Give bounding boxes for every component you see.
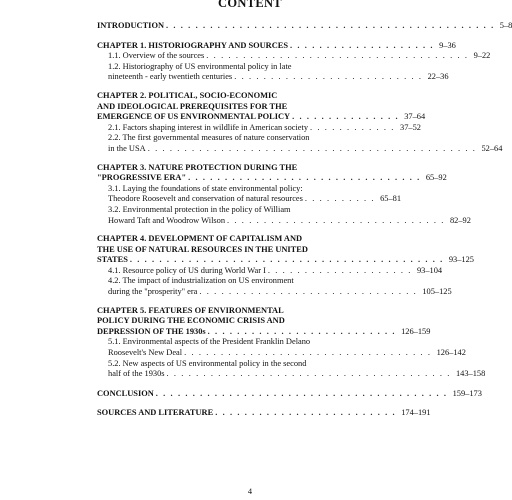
entry-title: nineteenth - early twentieth centuries — [108, 72, 233, 82]
toc-entry-conclusion[interactable] — [97, 388, 482, 400]
entry-title: 4.1. Resource policy of US during World War I — [108, 265, 266, 275]
entry-page: 105–125 — [422, 287, 452, 297]
entry-title: 1.1. Overview of the sources — [108, 51, 205, 61]
toc-entry-chapter-4[interactable] — [97, 234, 474, 266]
dot-leader: . . . . . . . . . . . . . . . . . . . . . . . . . — [215, 408, 397, 418]
toc-entry-5-2[interactable] — [97, 358, 486, 380]
toc-entry-1-2[interactable] — [97, 61, 449, 83]
entry-page: 52–64 — [481, 143, 503, 153]
entry-title-line: 3.1. Laying the foundations of state environmental policy: — [108, 183, 303, 193]
entry-title: SOURCES AND LITERATURE — [97, 408, 214, 418]
entry-title-line: 4.2. The impact of industrialization on US environment — [108, 276, 294, 286]
entry-page: 5–8 — [499, 21, 512, 30]
toc-entry-chapter-1[interactable] — [97, 40, 456, 52]
toc-entry-2-1[interactable] — [97, 122, 421, 134]
entry-page: 22–36 — [427, 72, 449, 82]
entry-page: 126–142 — [436, 348, 466, 358]
entry-title: CHAPTER 1. HISTORIOGRAPHY AND SOURCES — [97, 40, 289, 50]
dot-leader: . . . . . . . . . . . . . . . . . . . . . . . . . . . . . . . . . . . . . . . . . . . — [129, 255, 444, 265]
toc-entry-chapter-5[interactable] — [97, 305, 431, 338]
entry-title: "PROGRESSIVE ERA" — [97, 173, 187, 183]
toc-entry-5-1[interactable] — [97, 337, 466, 358]
entry-title-line: 3.2. Environmental protection in the policy of William — [108, 204, 291, 214]
entry-title: Roosevelt's New Deal — [108, 348, 183, 358]
dot-leader: . . . . . . . . . . . . . . . . . . . . . . . . . . . . . . — [199, 287, 418, 297]
entry-page: 9–22 — [473, 51, 491, 61]
toc-entry-3-2[interactable] — [97, 204, 471, 226]
entry-page: 143–158 — [455, 369, 486, 379]
entry-title-line: CHAPTER 3. NATURE PROTECTION DURING THE — [97, 162, 298, 172]
dot-leader: . . . . . . . . . . . . . . . . . . . . — [267, 265, 412, 275]
entry-page: 65–81 — [380, 194, 402, 204]
entry-page: 82–92 — [449, 215, 471, 225]
entry-page: 37–64 — [404, 112, 426, 122]
dot-leader: . . . . . . . . . . — [304, 194, 376, 204]
entry-page: 65–92 — [425, 173, 447, 183]
entry-title: INTRODUCTION — [97, 21, 165, 30]
dot-leader: . . . . . . . . . . . . . . . . . . . . . . . . . . . . . . . . . . . . — [206, 51, 469, 61]
entry-title-line: 5.1. Environmental aspects of the President Franklin Delano — [108, 337, 311, 347]
entry-title-line: 1.2. Historiography of US environmental policy in late — [108, 61, 292, 71]
entry-title: Theodore Roosevelt and conservation of natural resources — [108, 194, 303, 204]
entry-title-line: AND IDEOLOGICAL PREREQUISITES FOR THE — [97, 101, 288, 111]
toc-entry-chapter-3[interactable] — [97, 162, 447, 184]
dot-leader: . . . . . . . . . . . . . . . . . . . . . . . . . . . . . . . . . . . . . . . . . . . . . — [166, 21, 495, 30]
entry-title: STATES — [97, 255, 128, 265]
entry-title-line: CHAPTER 2. POLITICAL, SOCIO-ECONOMIC — [97, 90, 278, 100]
entry-title: CONCLUSION — [97, 388, 154, 398]
toc-entry-chapter-2[interactable] — [97, 90, 426, 123]
entry-page: 174–191 — [401, 408, 431, 418]
page-title: CONTENT — [218, 0, 282, 10]
entry-title-line: POLICY DURING THE ECONOMIC CRISIS AND — [97, 316, 285, 326]
toc-entry-3-1[interactable] — [97, 183, 402, 205]
entry-page: 37–52 — [400, 122, 421, 132]
entry-title: during the "prosperity" era — [108, 287, 198, 297]
dot-leader: . . . . . . . . . . . . . . . . . . . . . . . . . . . . . . . . . . . . . . . . . . . . . — [147, 143, 477, 153]
dot-leader: . . . . . . . . . . . . . . . . . . . . . . . . . . . . . . . . — [188, 173, 421, 183]
entry-title-line: CHAPTER 5. FEATURES OF ENVIRONMENTAL — [97, 305, 284, 315]
dot-leader: . . . . . . . . . . . . . . . . . . . . . . . . . . — [234, 72, 423, 82]
entry-page: 93–104 — [416, 265, 443, 275]
table-of-contents — [97, 21, 512, 419]
entry-title: half of the 1930s — [108, 369, 165, 379]
entry-page: 93–125 — [448, 255, 474, 265]
toc-entry-4-1[interactable] — [97, 265, 443, 277]
entry-title: 2.1. Factors shaping interest in wildlife in American society — [108, 122, 309, 132]
dot-leader: . . . . . . . . . . . . — [310, 122, 395, 132]
toc-entry-2-2[interactable] — [97, 133, 503, 154]
toc-entry-4-2[interactable] — [97, 276, 452, 297]
dot-leader: . . . . . . . . . . . . . . . . . . . . . . . . . . . . . . . . . . . . . . . . — [155, 388, 448, 398]
entry-title: in the USA — [108, 143, 146, 153]
toc-entry-1-1[interactable] — [97, 51, 491, 62]
dot-leader: . . . . . . . . . . . . . . . . . . . . . . . . . . . . . . . . . . — [184, 348, 432, 358]
toc-entry-sources[interactable] — [97, 408, 431, 419]
dot-leader: . . . . . . . . . . . . . . . . . . . . . . . . . . . . . . — [227, 215, 445, 225]
entry-title: Howard Taft and Woodrow Wilson — [108, 215, 226, 225]
dot-leader: . . . . . . . . . . . . . . . . . . . . — [290, 40, 435, 50]
entry-title: DEPRESSION OF THE 1930s — [97, 326, 206, 336]
entry-title-line: 5.2. New aspects of US environmental policy in the second — [108, 358, 307, 368]
entry-title-line: 2.2. The first governmental measures of nature conservation — [108, 133, 310, 143]
entry-title-line: THE USE OF NATURAL RESOURCES IN THE UNITED — [97, 244, 308, 254]
entry-page: 9–36 — [439, 40, 456, 50]
dot-leader: . . . . . . . . . . . . . . . . . . . . . . . . . . . . . . . . . . . . . . . — [166, 369, 451, 379]
entry-title: EMERGENCE OF US ENVIRONMENTAL POLICY — [97, 112, 291, 122]
toc-entry-introduction[interactable] — [97, 21, 512, 32]
entry-page: 159–173 — [452, 388, 482, 398]
entry-page: 126–159 — [401, 326, 431, 336]
dot-leader: . . . . . . . . . . . . . . . . . . . . . . . . . . — [207, 326, 397, 336]
entry-title-line: CHAPTER 4. DEVELOPMENT OF CAPITALISM AND — [97, 234, 303, 244]
page-number: 4 — [247, 487, 253, 496]
dot-leader: . . . . . . . . . . . . . . . — [292, 112, 400, 122]
